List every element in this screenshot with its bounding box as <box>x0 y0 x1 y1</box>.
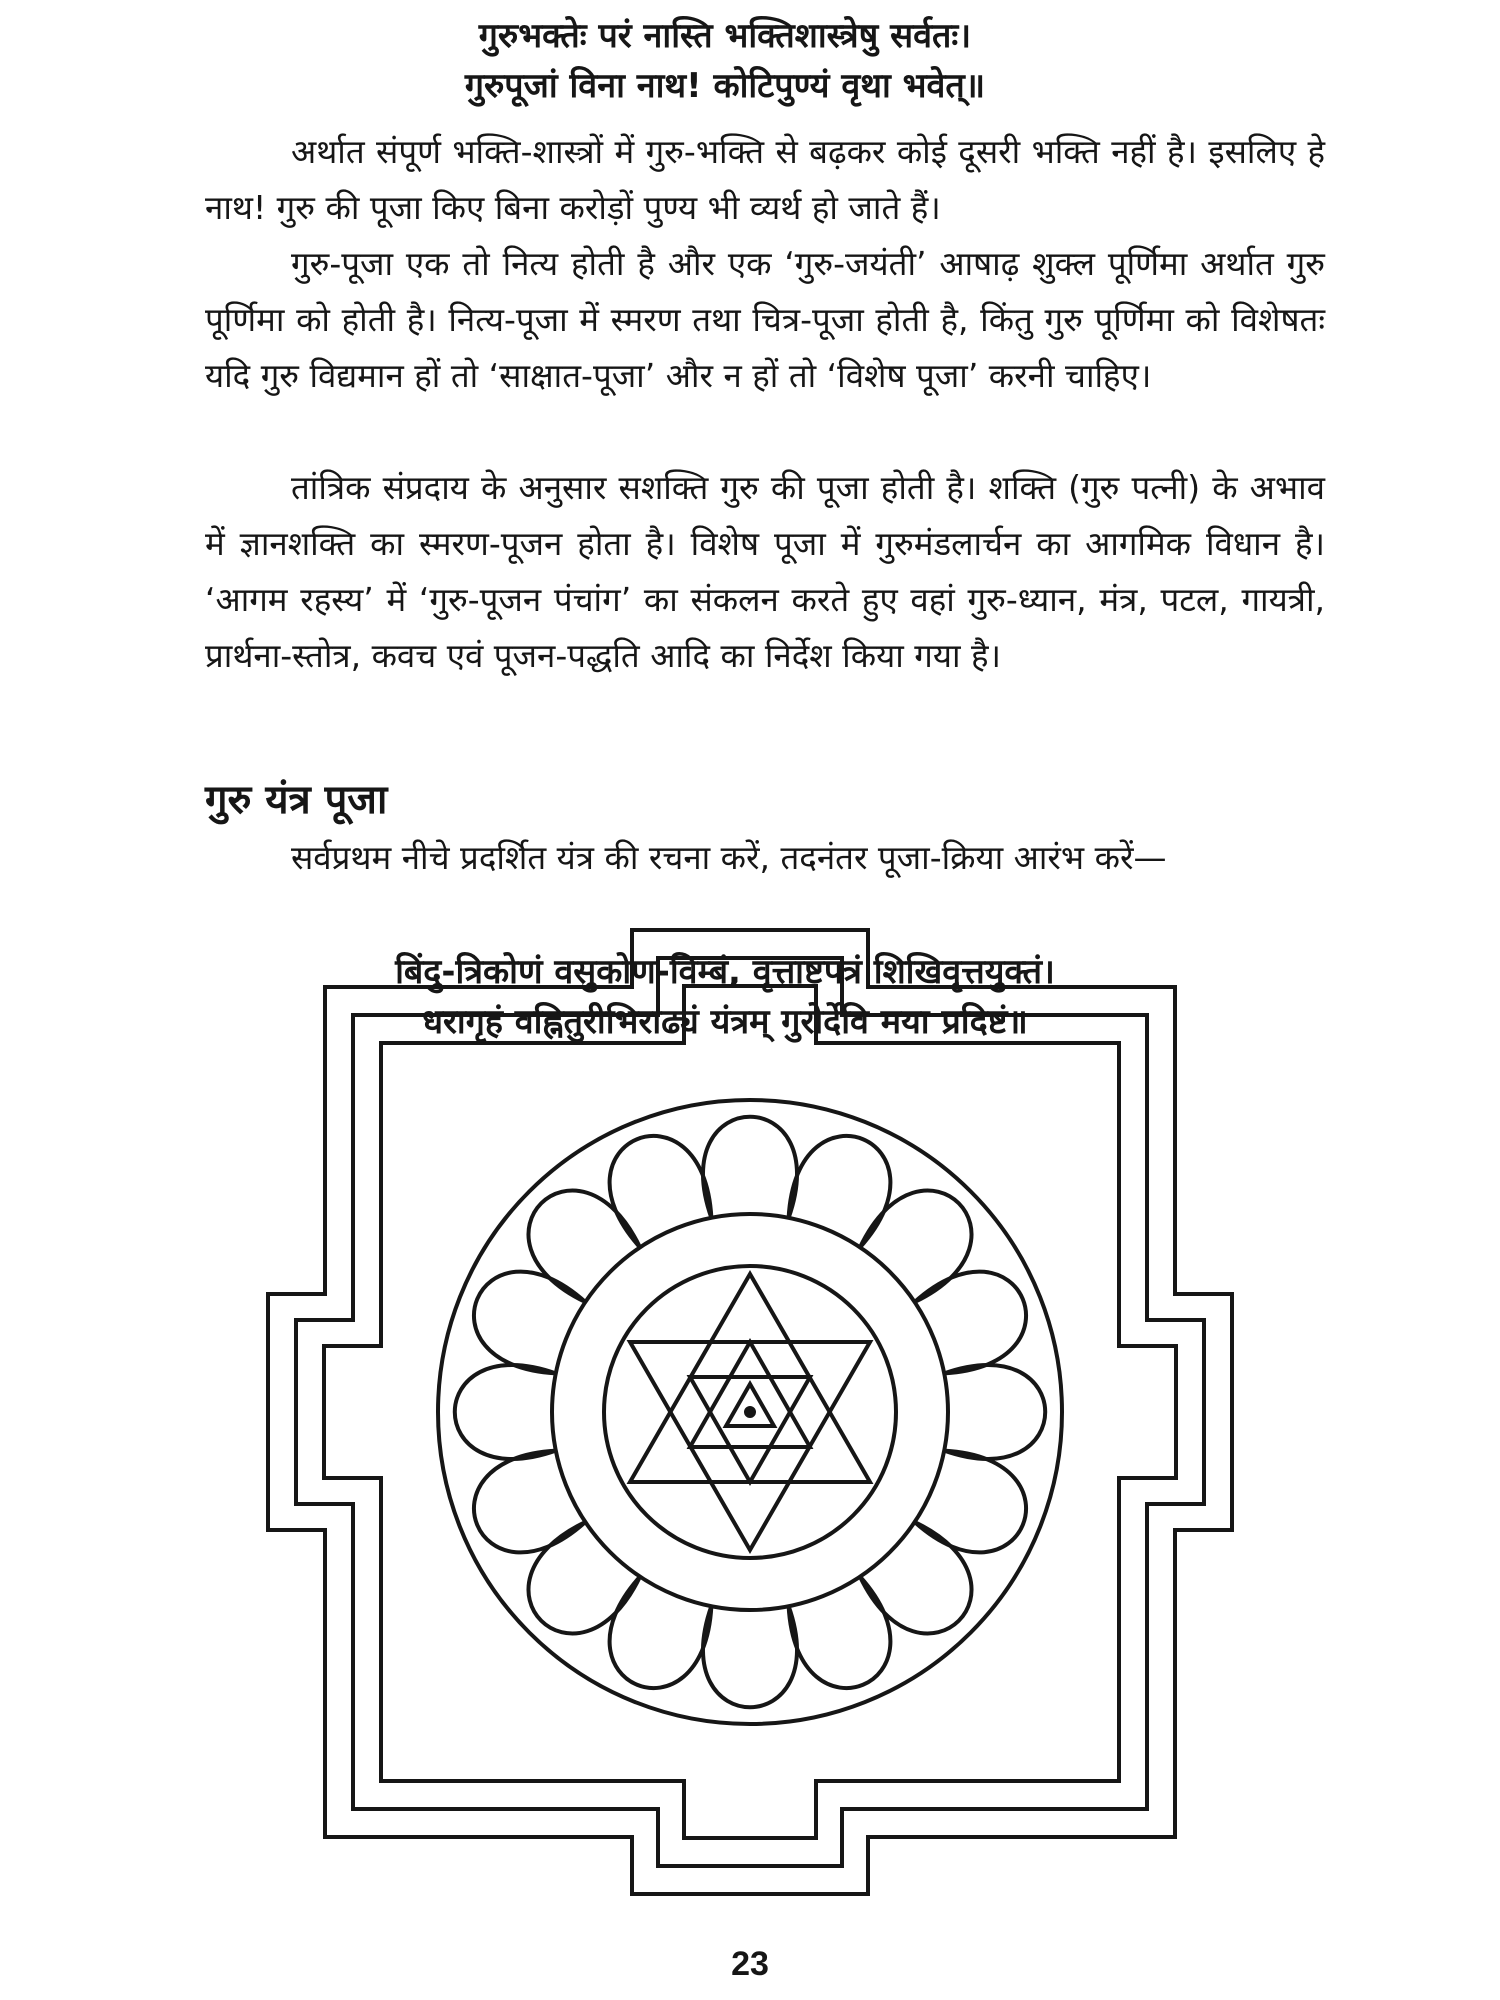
inner-upward-triangle <box>690 1342 810 1447</box>
lotus-petal <box>610 1577 712 1688</box>
bindu-dot <box>746 1408 754 1416</box>
page-number: 23 <box>731 1945 769 1983</box>
lotus-petal <box>703 1606 797 1707</box>
lotus-petal <box>474 1451 585 1553</box>
inner-downward-triangle <box>690 1377 810 1482</box>
lotus-petal <box>528 1522 640 1634</box>
yantra-verse-line-1: बिंदु-त्रिकोणं वसुकोण-विम्बं, वृत्ताष्टपत्रं शिखिवृत्तयुक्तं। <box>395 952 1055 992</box>
section-heading: गुरु यंत्र पूजा <box>205 777 388 823</box>
lotus-petal <box>915 1272 1026 1374</box>
lotus-petal <box>860 1190 972 1302</box>
lotus-petal <box>944 1365 1045 1459</box>
lotus-petal <box>610 1136 712 1247</box>
lotus-petal <box>789 1577 891 1688</box>
lotus-petal <box>455 1365 556 1459</box>
paragraph-tantric: तांत्रिक संप्रदाय के अनुसार सशक्ति गुरु की पूजा होती है। शक्ति (गुरु पत्नी) के अभाव में ज्ञानशक्ति का स्मरण-पूजन होता है। विशेष पूजा में गुरुमंडलार्चन का आगमिक विधान है। ‘आगम रहस्य’ में ‘गुरु-पूजन पंचांग’ का संकलन करते हुए वहां गुरु-ध्यान, मंत्र, पटल, गायत्री, प्रार्थना-स्तोत्र, कवच एवं पूजन-पद्धति आदि का निर्देश किया गया है। <box>205 468 1325 675</box>
lotus-petal <box>703 1117 797 1218</box>
lotus-petal <box>789 1136 891 1247</box>
paragraph-guru-puja: गुरु-पूजा एक तो नित्य होती है और एक ‘गुरु-जयंती’ आषाढ़ शुक्ल पूर्णिमा अर्थात गुरु पूर्णिमा को होती है। नित्य-पूजा में स्मरण तथा चित्र-पूजा होती है, किंतु गुरु पूर्णिमा को विशेषतः यदि गुरु विद्यमान हों तो ‘साक्षात-पूजा’ और न हों तो ‘विशेष पूजा’ करनी चाहिए। <box>205 244 1325 395</box>
opening-verse-line-2: गुरुपूजां विना नाथ! कोटिपुण्यं वृथा भवेत्॥ <box>464 66 986 106</box>
central-triangle <box>726 1384 774 1426</box>
lotus-petal <box>915 1451 1026 1553</box>
lotus-petal <box>474 1272 585 1374</box>
section-instruction: सर्वप्रथम नीचे प्रदर्शित यंत्र की रचना करें, तदनंतर पूजा-क्रिया आरंभ करें— <box>291 838 1167 877</box>
paragraph-meaning: अर्थात संपूर्ण भक्ति-शास्त्रों में गुरु-भक्ति से बढ़कर कोई दूसरी भक्ति नहीं है। इसलिए हे नाथ! गुरु की पूजा किए बिना करोड़ों पुण्य भी व्यर्थ हो जाते हैं। <box>205 132 1325 227</box>
opening-verse-line-1: गुरुभक्तेः परं नास्ति भक्तिशास्त्रेषु सर्वतः। <box>478 16 972 56</box>
yantra-verse-line-2: धरागृहं वह्नितुरीभिराढ्यं यंत्रम् गुरोर्देवि मया प्रदिष्टं॥ <box>422 1002 1028 1042</box>
lotus-petal <box>860 1522 972 1634</box>
lotus-petal <box>528 1190 640 1302</box>
